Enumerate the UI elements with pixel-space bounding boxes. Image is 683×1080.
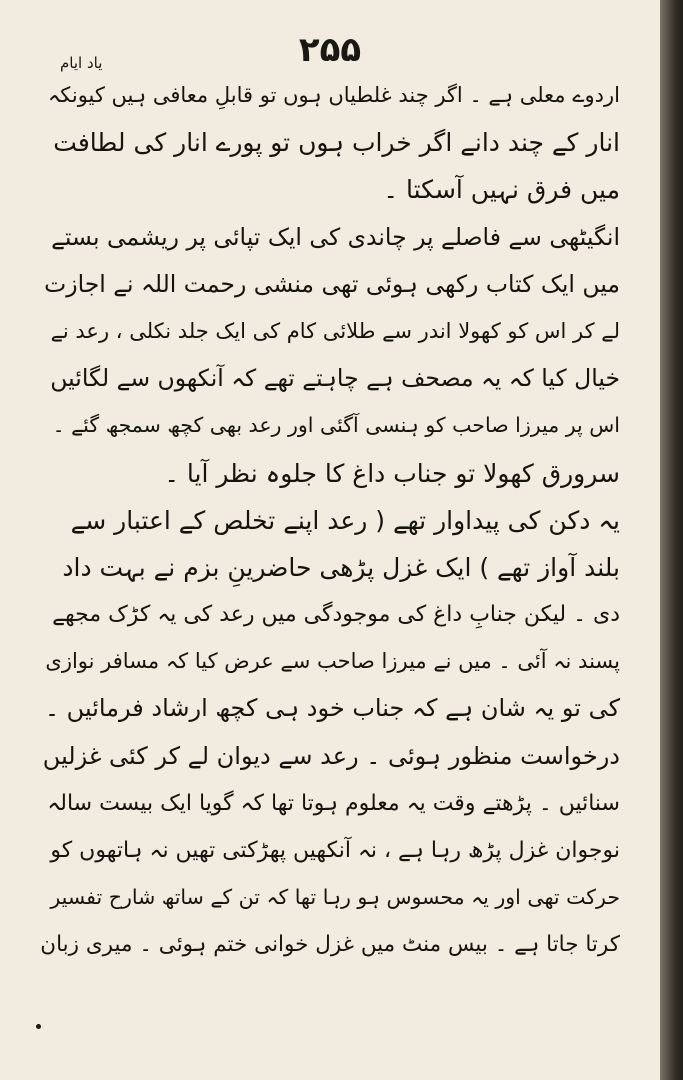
text-line: یہ دکن کی پیداوار تھے ( رعد اپنے تخلص کے اعتبار سے xyxy=(70,505,620,535)
text-line: میں ایک کتاب رکھی ہوئی تھی منشی رحمت اللہ نے اجازت xyxy=(44,269,620,298)
body-text xyxy=(40,72,620,969)
running-head: یاد ایام xyxy=(60,54,103,72)
text-line: نوجوان غزل پڑھ رہا ہے ، نہ آنکھیں پھڑکتی تھیں نہ ہاتھوں کو xyxy=(50,838,620,863)
text-line: اردوے معلی ہے ۔ اگر چند غلطیاں ہوں تو قابلِ معافی ہیں کیونکہ xyxy=(47,83,620,107)
page-number: ۲۵۵ xyxy=(298,30,362,70)
text-line: خیال کیا کہ یہ مصحف ہے چاہتے تھے کہ آنکھوں سے لگائیں xyxy=(50,364,620,393)
margin-dot xyxy=(36,1024,41,1029)
text-line: پسند نہ آئی ۔ میں نے میرزا صاحب سے عرض کیا کہ مسافر نوازی xyxy=(45,649,620,674)
text-line: حرکت تھی اور یہ محسوس ہو رہا تھا کہ تن کے ساتھ شارح تفسیر xyxy=(50,885,620,910)
text-line: کرتا جاتا ہے ۔ بیس منٹ میں غزل خوانی ختم ہوئی ۔ میری زبان xyxy=(40,932,620,958)
text-line: اس پر میرزا صاحب کو ہنسی آگئی اور رعد بھی کچھ سمجھ گئے ۔ xyxy=(52,413,620,438)
text-line: لے کر اس کو کھولا اندر سے طلائی کام کی ایک جلد نکلی ، رعد نے xyxy=(50,318,620,343)
text-line: سرورق کھولا تو جناب داغ کا جلوہ نظر آیا ۔ xyxy=(164,458,620,488)
page-edge-shadow xyxy=(660,0,683,1080)
text-line: انگیٹھی سے فاصلے پر چاندی کی ایک تپائی پر ریشمی بستے xyxy=(51,222,620,251)
text-line: انار کے چند دانے اگر خراب ہوں تو پورے انار کی لطافت xyxy=(53,128,620,158)
text-line: درخواست منظور ہوئی ۔ رعد سے دیوان لے کر کئی غزلیں xyxy=(42,741,620,770)
text-line: میں فرق نہیں آسکتا ۔ xyxy=(383,175,620,205)
text-line: کی تو یہ شان ہے کہ جناب خود ہی کچھ ارشاد فرمائیں ۔ xyxy=(44,694,620,723)
text-line: سنائیں ۔ پڑھتے وقت یہ معلوم ہوتا تھا کہ گویا ایک بیست سالہ xyxy=(47,790,620,816)
text-line: دی ۔ لیکن جنابِ داغ کی موجودگی میں رعد کی یہ کڑک مجھے xyxy=(52,602,620,628)
text-line: بلند آواز تھے ) ایک غزل پڑھی حاضرینِ بزم نے بہت داد xyxy=(62,552,620,582)
